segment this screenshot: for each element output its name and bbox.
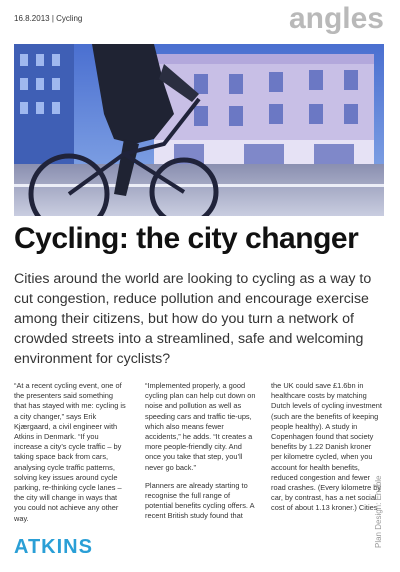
page-header (0, 0, 400, 44)
paragraph: “Implemented properly, a good cycling plan can help cut down on noise and pollution as well as speeding cars and traffic tie-ups, which also means fewer accidents,” he adds. “It creates a more people-friendly city. And once you take that step, you’ll never go back.” (145, 381, 256, 472)
paragraph: “At a recent cycling event, one of the presenters said something that has stayed with me: cycling is a city changer,” says Erik Kjærgaard, a civil engineer with Atkins in Denmark. “If you increase a city’s cycle traffic – by taking space back from cars, analysing cycle traffic patterns, solving key issues around cycle parking, re-thinking cycle lanes – the city will change in ways that you could not achieve any other way. (14, 381, 126, 523)
body-column-3 (271, 381, 383, 522)
design-credit: Plan Design: Enable (374, 475, 383, 548)
atkins-logo: ATKINS (14, 536, 93, 558)
body-column-2 (145, 381, 257, 530)
dateline: 16.8.2013 | Cycling (14, 14, 83, 23)
hero-photo (14, 44, 384, 216)
body-column-1 (14, 381, 126, 532)
article-standfirst: Cities around the world are looking to cycling as a way to cut congestion, reduce pollution and encourage exercise among their citizens, but how do you turn a network of crowded streets into a streamlined, safe and welcoming environment for cyclists? (14, 271, 372, 367)
brand-wordmark: angles (288, 2, 384, 35)
paragraph: the UK could save £1.6bn in healthcare costs by matching Dutch levels of cycling investment (such are the benefits of keeping people healthy). A study in Copenhagen found that society benefits by 1.22 Danish kroner per kilometre cycled, when you account for health benefits, reduced congestion and fewer road crashes. (Every kilometre by car, by contrast, has a net social cost of about 1.13 kroner.) Cities (271, 381, 382, 513)
paragraph: Planners are already starting to recognise the full range of potential benefits cycling offers. A recent British study found that (145, 480, 255, 521)
cyclist-photo-icon (14, 44, 384, 216)
article-headline: Cycling: the city changer (14, 222, 359, 255)
